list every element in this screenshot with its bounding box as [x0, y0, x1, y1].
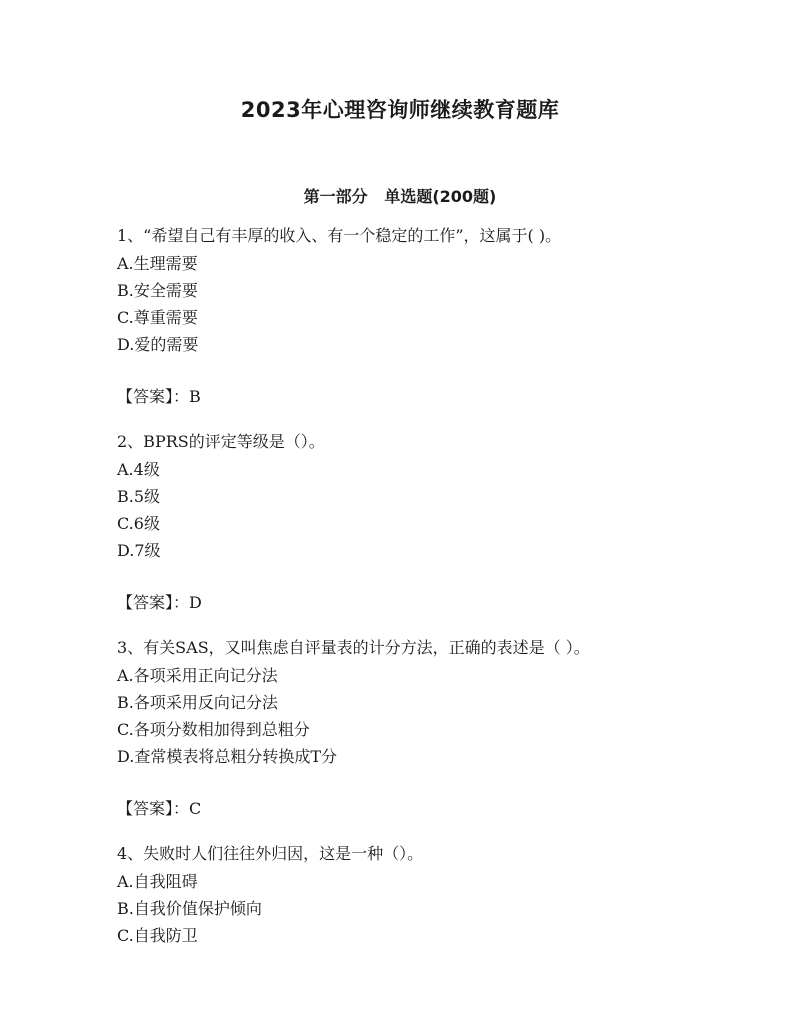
question-item: [117, 634, 757, 823]
question-list: [117, 222, 757, 949]
question-option: C.6级: [117, 514, 160, 533]
question-item: [117, 222, 757, 411]
question-option: A.自我阻碍: [117, 872, 198, 891]
question-option: A.生理需要: [117, 254, 198, 273]
question-stem: 2、BPRS的评定等级是（）。: [117, 432, 325, 451]
question-option: A.4级: [117, 460, 160, 479]
question-option: C.自我防卫: [117, 926, 198, 945]
question-option: B.安全需要: [117, 281, 198, 300]
question-option: B.自我价值保护倾向: [117, 899, 262, 918]
question-option: D.7级: [117, 541, 161, 560]
question-stem: 3、有关SAS，又叫焦虑自评量表的计分方法，正确的表述是（ ）。: [117, 638, 590, 657]
question-option: A.各项采用正向记分法: [117, 666, 278, 685]
question-option: C.各项分数相加得到总粗分: [117, 720, 310, 739]
question-item: [117, 840, 757, 949]
question-stem: 1、“希望自己有丰厚的收入、有一个稳定的工作”，这属于( )。: [117, 226, 562, 245]
question-option: B.各项采用反向记分法: [117, 693, 278, 712]
question-stem: 4、失败时人们往往外归因，这是一种（）。: [117, 844, 424, 863]
question-option: D.爱的需要: [117, 335, 199, 354]
document-title: 2023年心理咨询师继续教育题库: [240, 98, 560, 122]
question-answer: 【答案】：D: [117, 593, 202, 612]
question-answer: 【答案】：B: [117, 387, 201, 406]
question-option: B.5级: [117, 487, 161, 506]
question-answer: 【答案】：C: [117, 799, 202, 818]
question-item: [117, 428, 757, 617]
question-option: C.尊重需要: [117, 308, 198, 327]
question-option: D.查常模表将总粗分转换成T分: [117, 747, 338, 766]
section-title: 第一部分 单选题(200题): [303, 187, 497, 206]
